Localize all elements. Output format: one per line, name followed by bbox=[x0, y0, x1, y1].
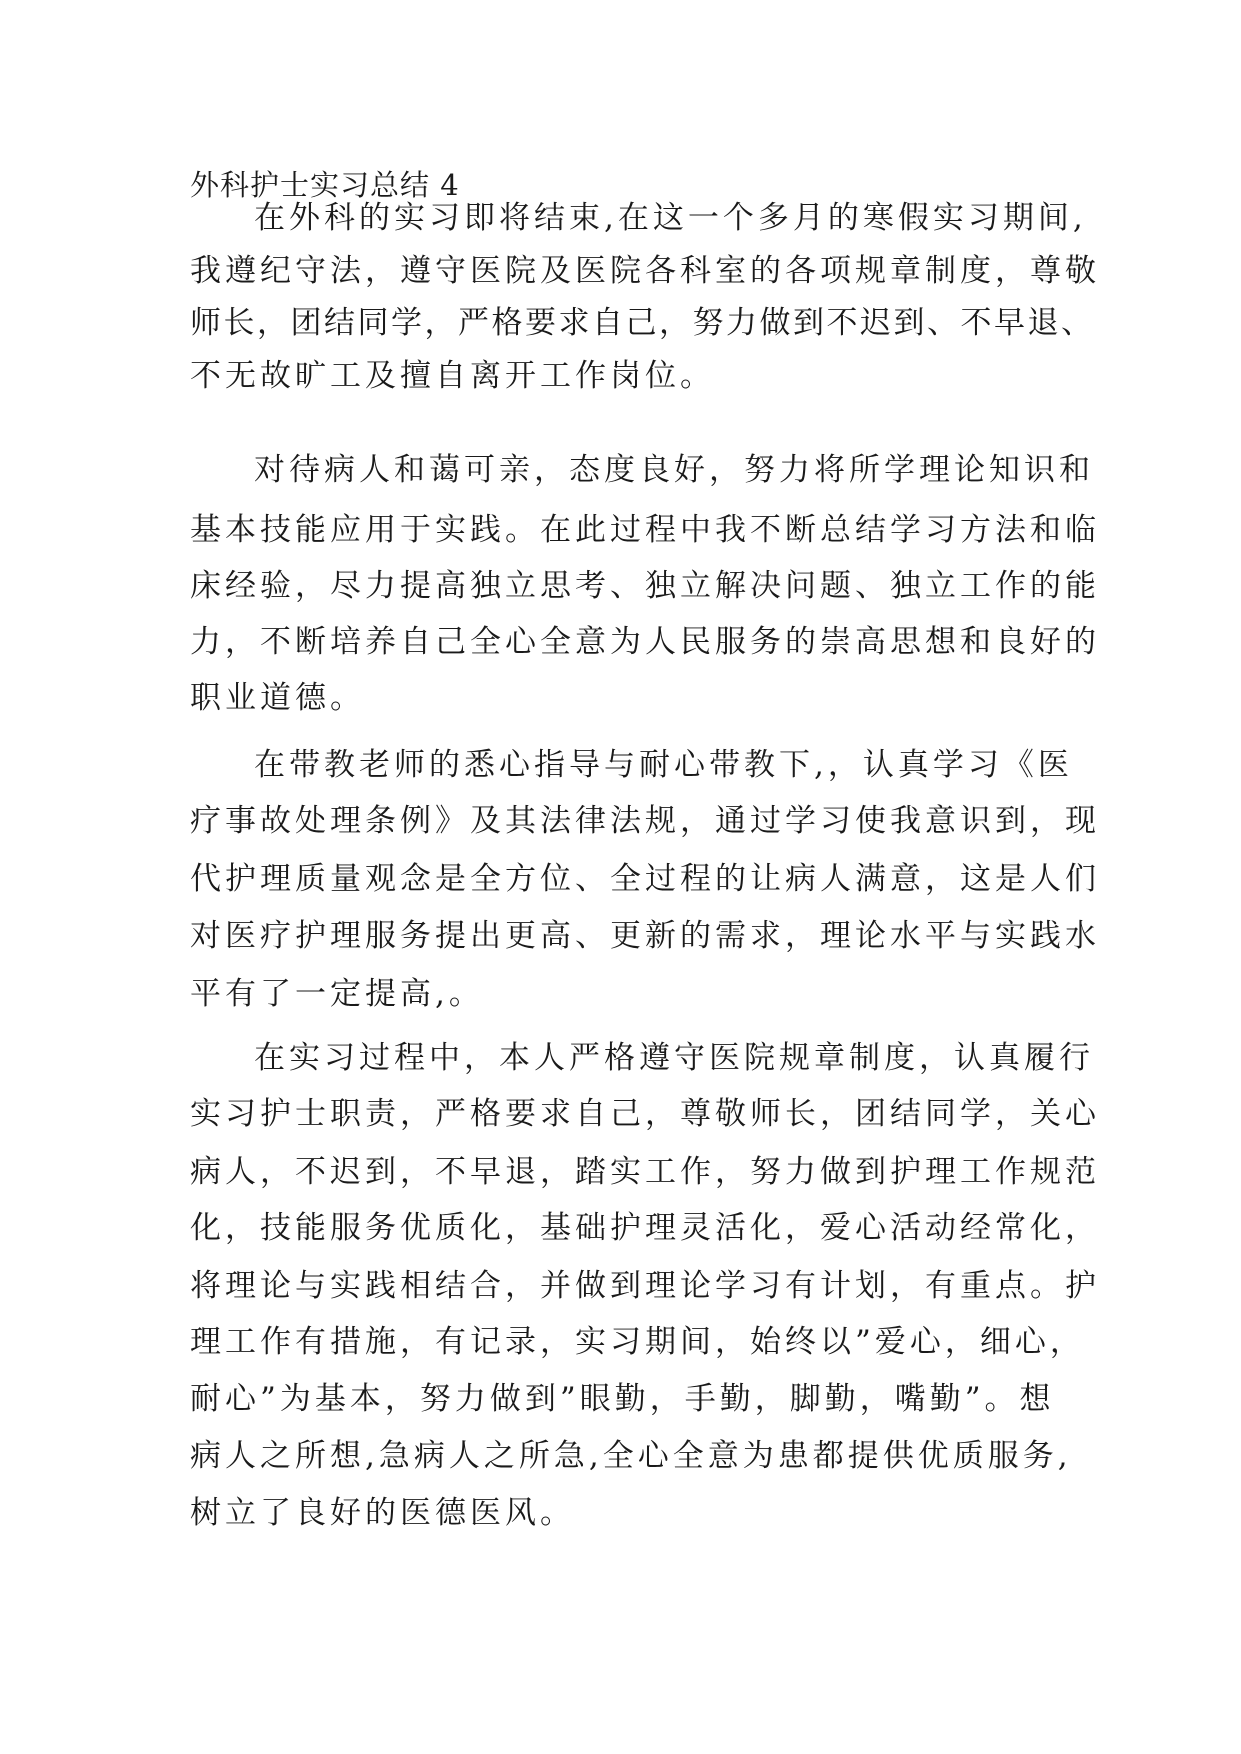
paragraph-4-line-6: 理工作有措施，有记录，实习期间，始终以”爱心，细心， bbox=[190, 1324, 1085, 1360]
paragraph-2-line-3: 床经验，尽力提高独立思考、独立解决问题、独立工作的能 bbox=[190, 568, 1100, 604]
paragraph-2-line-5: 职业道德。 bbox=[190, 680, 365, 716]
paragraph-4-line-1: 在实习过程中，本人严格遵守医院规章制度，认真履行 bbox=[254, 1040, 1094, 1076]
paragraph-3-line-1: 在带教老师的悉心指导与耐心带教下,，认真学习《医 bbox=[254, 747, 1073, 783]
paragraph-4-line-7: 耐心”为基本，努力做到”眼勤，手勤，脚勤，嘴勤”。想 bbox=[190, 1381, 1055, 1417]
paragraph-2-line-4: 力，不断培养自己全心全意为人民服务的崇高思想和良好的 bbox=[190, 624, 1100, 660]
paragraph-3-line-3: 代护理质量观念是全方位、全过程的让病人满意，这是人们 bbox=[190, 861, 1100, 897]
paragraph-4-line-9: 树立了良好的医德医风。 bbox=[190, 1495, 575, 1531]
paragraph-4-line-5: 将理论与实践相结合，并做到理论学习有计划，有重点。护 bbox=[190, 1268, 1100, 1304]
paragraph-1-line-4: 不无故旷工及擅自离开工作岗位。 bbox=[190, 358, 715, 394]
paragraph-3-line-2: 疗事故处理条例》及其法律法规，通过学习使我意识到，现 bbox=[190, 803, 1100, 839]
paragraph-3-line-5: 平有了一定提高,。 bbox=[190, 976, 484, 1012]
paragraph-1-line-3: 师长，团结同学，严格要求自己，努力做到不迟到、不早退、 bbox=[190, 305, 1095, 341]
paragraph-4-line-2: 实习护士职责，严格要求自己，尊敬师长，团结同学，关心 bbox=[190, 1096, 1100, 1132]
paragraph-2-line-2: 基本技能应用于实践。在此过程中我不断总结学习方法和临 bbox=[190, 512, 1100, 548]
document-title: 外科护士实习总结 4 bbox=[190, 168, 460, 202]
paragraph-1-line-1: 在外科的实习即将结束,在这一个多月的寒假实习期间, bbox=[254, 200, 1087, 236]
paragraph-4-line-8: 病人之所想,急病人之所急,全心全意为患都提供优质服务, bbox=[190, 1438, 1072, 1474]
paragraph-3-line-4: 对医疗护理服务提出更高、更新的需求，理论水平与实践水 bbox=[190, 918, 1100, 954]
paragraph-2-line-1: 对待病人和蔼可亲，态度良好，努力将所学理论知识和 bbox=[254, 452, 1094, 488]
paragraph-1-line-2: 我遵纪守法，遵守医院及医院各科室的各项规章制度，尊敬 bbox=[190, 253, 1100, 289]
paragraph-4-line-4: 化，技能服务优质化，基础护理灵活化，爱心活动经常化， bbox=[190, 1210, 1100, 1246]
paragraph-4-line-3: 病人，不迟到，不早退，踏实工作，努力做到护理工作规范 bbox=[190, 1154, 1100, 1190]
